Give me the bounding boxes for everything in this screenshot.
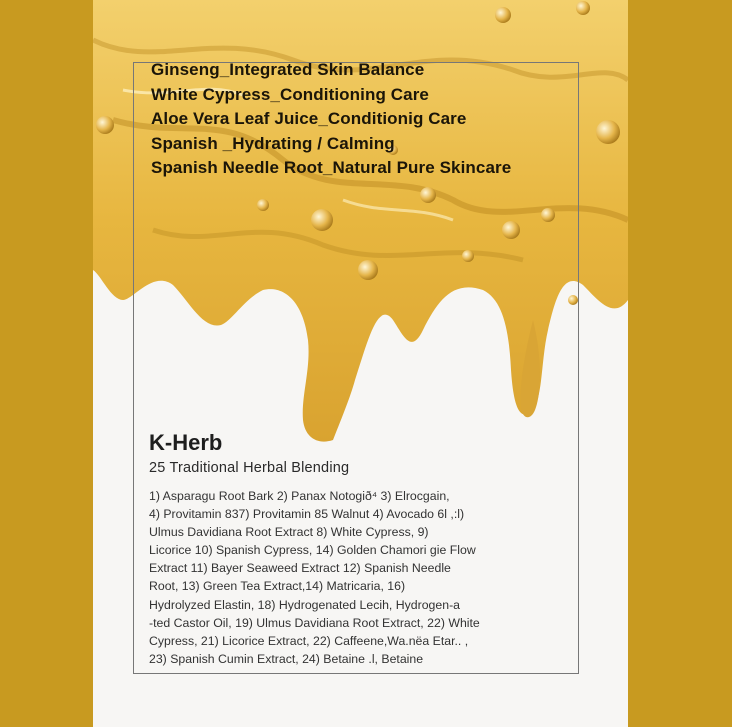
headline-list — [151, 58, 511, 181]
ingredient-line: Hydrolyzed Elastin, 18) Hydrogenated Lecih, Hydrogen-a — [149, 597, 461, 612]
headline-line: Spanish Needle Root_Natural Pure Skincare — [151, 158, 512, 177]
headline-line: White Cypress_Conditioning Care — [151, 84, 429, 104]
headline-line: Spanish _Hydrating / Calming — [151, 133, 395, 153]
ingredient-line: 4) Provitamin 837) Provitamin 85 Walnut 4) Avocado 6l ,:l) — [149, 507, 465, 522]
ingredient-list — [149, 487, 569, 668]
ingredient-line: Root, 13) Green Tea Extract,14) Matricaria, 16) — [149, 579, 406, 594]
headline-line: Aloe Vera Leaf Juice_Conditionig Care — [151, 109, 467, 128]
ingredient-line: Cypress, 21) Licorice Extract, 22) Caffeene,Wa.nëa Etar.. , — [149, 633, 469, 648]
brand-title: K-Herb — [149, 430, 223, 455]
ingredient-line: Ulmus Davidiana Root Extract 8) White Cypress, 9) — [149, 525, 429, 540]
left-gold-border — [0, 0, 93, 727]
headline-line: Ginseng_Integrated Skin Balance — [151, 60, 425, 79]
ingredient-line: -ted Castor Oil, 19) Ulmus Davidiana Root Extract, 22) White — [149, 615, 480, 630]
ingredient-line: Extract 11) Bayer Seaweed Extract 12) Spanish Needle — [149, 561, 451, 576]
ingredient-line: 1) Asparagu Root Bark 2) Panax Notogið⁴ 3) Elrocgain, — [149, 489, 450, 503]
right-gold-border — [628, 0, 732, 727]
product-panel — [93, 0, 628, 727]
ingredient-line: Licorice 10) Spanish Cypress, 14) Golden Chamori gie Flow — [149, 543, 476, 558]
ingredient-line: 23) Spanish Cumin Extract, 24) Betaine .l, Betaine — [149, 651, 424, 666]
brand-subtitle: 25 Traditional Herbal Blending — [149, 460, 350, 476]
